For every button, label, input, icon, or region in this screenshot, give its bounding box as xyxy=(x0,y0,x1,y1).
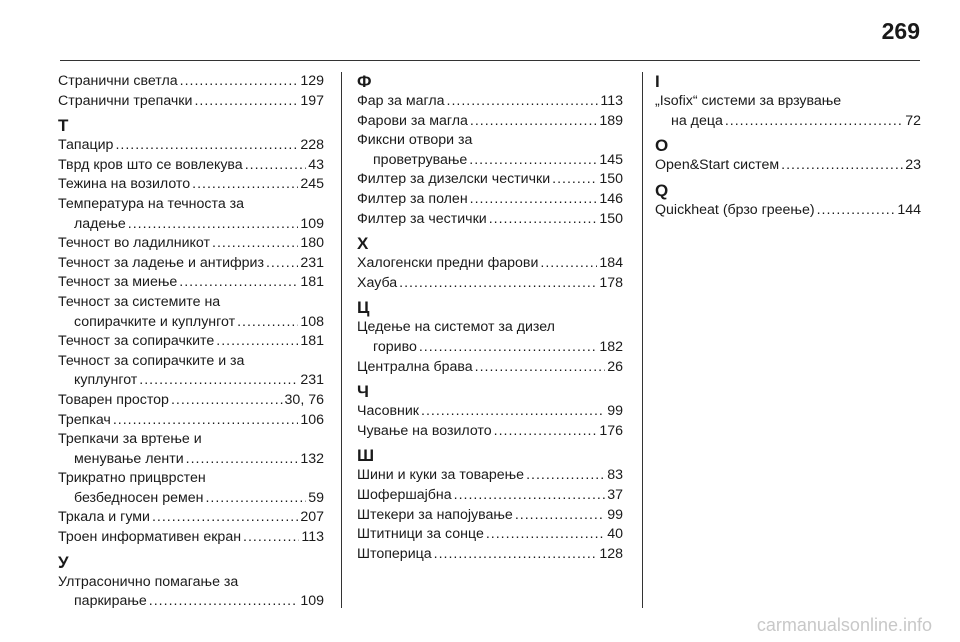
entry-text: Часовник xyxy=(357,403,419,420)
entry-text: Течност за сопирачките и за xyxy=(58,352,245,369)
index-entry[interactable] xyxy=(58,573,324,612)
index-column-3 xyxy=(655,72,921,220)
entry-text: Филтер за дизелски честички xyxy=(357,171,551,188)
index-column-2 xyxy=(357,72,623,564)
index-entry[interactable] xyxy=(58,332,324,352)
entry-text: безбедносен ремен xyxy=(74,489,204,506)
index-entry[interactable] xyxy=(357,506,623,526)
index-entry[interactable] xyxy=(655,201,921,221)
dot-leader xyxy=(179,273,298,293)
page-reference: 30, 76 xyxy=(284,391,324,408)
entry-text: Цедење на системот за дизел xyxy=(357,319,555,336)
page-reference: 197 xyxy=(300,92,324,109)
page-reference: 184 xyxy=(599,255,623,272)
index-entry[interactable] xyxy=(357,210,623,230)
page-reference: 146 xyxy=(599,190,623,207)
dot-leader xyxy=(489,210,598,230)
page-reference: 113 xyxy=(301,529,324,546)
section-letter: Х xyxy=(357,234,369,254)
index-column-1 xyxy=(58,72,324,612)
page-reference: 176 xyxy=(599,422,623,439)
index-entry[interactable] xyxy=(357,358,623,378)
section-letter: O xyxy=(655,136,669,156)
page-reference: 181 xyxy=(300,274,324,291)
index-entry[interactable] xyxy=(58,156,324,176)
dot-leader xyxy=(266,254,298,274)
page-reference: 99 xyxy=(607,403,623,420)
dot-leader xyxy=(171,391,283,411)
entry-text: проветрување xyxy=(373,151,468,168)
index-entry[interactable] xyxy=(357,112,623,132)
column-divider xyxy=(341,72,342,608)
index-entry[interactable] xyxy=(357,92,623,112)
page-reference: 108 xyxy=(300,313,324,330)
section-letter: Ч xyxy=(357,382,369,402)
dot-leader xyxy=(152,508,298,528)
entry-text: Халогенски предни фарови xyxy=(357,255,539,272)
entry-text: Штоперица xyxy=(357,545,432,562)
dot-leader xyxy=(494,422,598,442)
dot-leader xyxy=(399,274,597,294)
index-entry[interactable] xyxy=(58,528,324,548)
dot-leader xyxy=(419,338,597,358)
dot-leader xyxy=(128,215,299,235)
entry-text: „Isofix“ системи за врзување xyxy=(655,93,842,109)
entry-text: Фар за магла xyxy=(357,93,445,109)
entry-text: Тврд кров што се вовлекува xyxy=(58,156,243,173)
index-entry[interactable] xyxy=(357,131,623,170)
entry-text: Тежина на возилото xyxy=(58,176,191,193)
dot-leader xyxy=(470,112,597,132)
dot-leader xyxy=(552,170,597,190)
entry-text: Течност за сопирачките xyxy=(58,333,215,350)
page-reference: 181 xyxy=(300,333,324,350)
index-entry[interactable] xyxy=(58,273,324,293)
entry-text: Хауба xyxy=(357,274,398,291)
dot-leader xyxy=(149,592,299,612)
entry-text: куплунгот xyxy=(74,372,138,389)
page-reference: 59 xyxy=(308,489,324,506)
page-reference: 109 xyxy=(300,593,324,610)
page-reference: 129 xyxy=(300,73,324,89)
index-entry[interactable] xyxy=(357,486,623,506)
page-reference: 182 xyxy=(599,338,623,355)
page-reference: 207 xyxy=(300,509,324,526)
dot-leader xyxy=(212,234,298,254)
entry-text: Течност за ладење и антифриз xyxy=(58,254,264,271)
dot-leader xyxy=(540,254,597,274)
entry-text: Течност за системите на xyxy=(58,293,221,310)
entry-text: паркирање xyxy=(74,593,147,610)
entry-text: Филтер за честички xyxy=(357,210,487,227)
index-entry[interactable] xyxy=(58,508,324,528)
page-reference: 83 xyxy=(607,467,623,484)
index-entry[interactable] xyxy=(357,525,623,545)
dot-leader xyxy=(245,156,307,176)
index-entry[interactable] xyxy=(357,402,623,422)
page-reference: 106 xyxy=(300,411,324,428)
index-entry[interactable] xyxy=(357,466,623,486)
entry-text: Чување на возилото xyxy=(357,422,492,439)
entry-text: Филтер за полен xyxy=(357,190,468,207)
index-entry[interactable] xyxy=(58,469,324,508)
entry-text: Фарови за магла xyxy=(357,112,468,129)
entry-text: Шини и куки за товарење xyxy=(357,467,525,484)
dot-leader xyxy=(470,190,598,210)
index-entry[interactable] xyxy=(357,254,623,274)
entry-text: Централна брава xyxy=(357,358,473,375)
page-reference: 26 xyxy=(607,358,623,375)
page-reference: 43 xyxy=(308,156,324,173)
section-letter: Т xyxy=(58,116,69,136)
page-reference: 231 xyxy=(300,254,324,271)
entry-text: Штитници за сонце xyxy=(357,526,484,543)
dot-leader xyxy=(434,545,598,565)
section-letter: У xyxy=(58,552,69,572)
section-letter: Ш xyxy=(357,446,375,466)
page-reference: 189 xyxy=(599,112,623,129)
dot-leader xyxy=(725,112,903,132)
dot-leader xyxy=(515,506,605,526)
index-entry[interactable] xyxy=(357,190,623,210)
index-entry[interactable] xyxy=(58,411,324,431)
entry-text: Фиксни отвори за xyxy=(357,132,473,149)
page-reference: 145 xyxy=(599,151,623,168)
dot-leader xyxy=(243,528,299,548)
index-entry[interactable] xyxy=(58,136,324,156)
index-entry[interactable] xyxy=(58,195,324,234)
entry-text: Quickheat (брзо греење) xyxy=(655,201,815,218)
entry-text: Странични светла xyxy=(58,73,178,89)
page-reference: 23 xyxy=(905,157,921,174)
dot-leader xyxy=(454,486,606,506)
dot-leader xyxy=(113,411,299,431)
dot-leader xyxy=(469,151,597,171)
page-reference: 150 xyxy=(599,171,623,188)
dot-leader xyxy=(486,525,605,545)
index-entry[interactable] xyxy=(58,391,324,411)
section-letter: Ц xyxy=(357,298,370,318)
entry-text: Течност во ладилникот xyxy=(58,235,211,252)
index-entry[interactable] xyxy=(357,545,623,565)
entry-text: Трепкачи за вртење и xyxy=(58,431,202,448)
dot-leader xyxy=(192,175,298,195)
entry-text: на деца xyxy=(671,112,723,129)
entry-text: Open&Start систем xyxy=(655,157,780,174)
page-reference: 37 xyxy=(607,486,623,503)
page-number: 269 xyxy=(881,18,920,44)
page-reference: 132 xyxy=(300,450,324,467)
index-entry[interactable] xyxy=(58,234,324,254)
page-reference: 150 xyxy=(599,210,623,227)
section-letter: Q xyxy=(655,180,669,200)
entry-text: Температура на течноста за xyxy=(58,195,245,212)
dot-leader xyxy=(817,201,896,221)
index-entry[interactable] xyxy=(58,175,324,195)
page-reference: 178 xyxy=(599,274,623,291)
dot-leader xyxy=(180,72,299,92)
dot-leader xyxy=(205,489,306,509)
page-reference: 113 xyxy=(600,93,623,109)
entry-text: Странични трепачки xyxy=(58,92,193,109)
index-entry[interactable] xyxy=(58,293,324,332)
index-entry[interactable] xyxy=(58,92,324,112)
header-rule xyxy=(60,60,920,61)
column-divider xyxy=(642,72,643,608)
dot-leader xyxy=(216,332,298,352)
page-reference: 180 xyxy=(300,235,324,252)
dot-leader xyxy=(115,136,298,156)
page-reference: 144 xyxy=(897,201,921,218)
page-reference: 40 xyxy=(607,526,623,543)
dot-leader xyxy=(237,313,298,333)
index-entry[interactable] xyxy=(58,430,324,469)
entry-text: Тапацир xyxy=(58,137,114,154)
index-entry[interactable] xyxy=(58,352,324,391)
entry-text: Товарен простор xyxy=(58,391,169,408)
entry-text: сопирачките и куплунгот xyxy=(74,313,236,330)
dot-leader xyxy=(194,92,298,112)
entry-text: менување ленти xyxy=(74,450,184,467)
dot-leader xyxy=(139,371,298,391)
page-reference: 245 xyxy=(300,176,324,193)
index-entry[interactable] xyxy=(357,170,623,190)
page-reference: 128 xyxy=(599,545,623,562)
dot-leader xyxy=(526,466,605,486)
dot-leader xyxy=(447,92,599,112)
entry-text: ладење xyxy=(74,215,126,232)
dot-leader xyxy=(186,450,299,470)
index-entry[interactable] xyxy=(58,72,324,92)
dot-leader xyxy=(781,156,903,176)
dot-leader xyxy=(475,358,606,378)
index-entry[interactable] xyxy=(655,92,921,131)
page-reference: 231 xyxy=(300,372,324,389)
page-reference: 109 xyxy=(300,215,324,232)
entry-text: Течност за миење xyxy=(58,274,178,291)
index-entry[interactable] xyxy=(58,254,324,274)
index-entry[interactable] xyxy=(655,156,921,176)
section-letter: Ф xyxy=(357,72,372,91)
entry-text: Троен информативен екран xyxy=(58,529,242,546)
entry-text: Шофершајбна xyxy=(357,486,452,503)
dot-leader xyxy=(421,402,605,422)
index-entry[interactable] xyxy=(357,318,623,357)
entry-text: гориво xyxy=(373,338,417,355)
index-entry[interactable] xyxy=(357,422,623,442)
entry-text: Трепкач xyxy=(58,411,111,428)
watermark-logo: carmanualsonline.info xyxy=(756,615,932,635)
page-reference: 72 xyxy=(905,112,921,129)
entry-text: Штекери за напојување xyxy=(357,506,513,523)
section-letter: I xyxy=(655,72,660,91)
index-entry[interactable] xyxy=(357,274,623,294)
page-reference: 228 xyxy=(300,137,324,154)
page-reference: 99 xyxy=(607,506,623,523)
entry-text: Ултрасонично помагање за xyxy=(58,573,239,590)
entry-text: Трикратно прицврстен xyxy=(58,470,206,487)
entry-text: Тркала и гуми xyxy=(58,509,150,526)
